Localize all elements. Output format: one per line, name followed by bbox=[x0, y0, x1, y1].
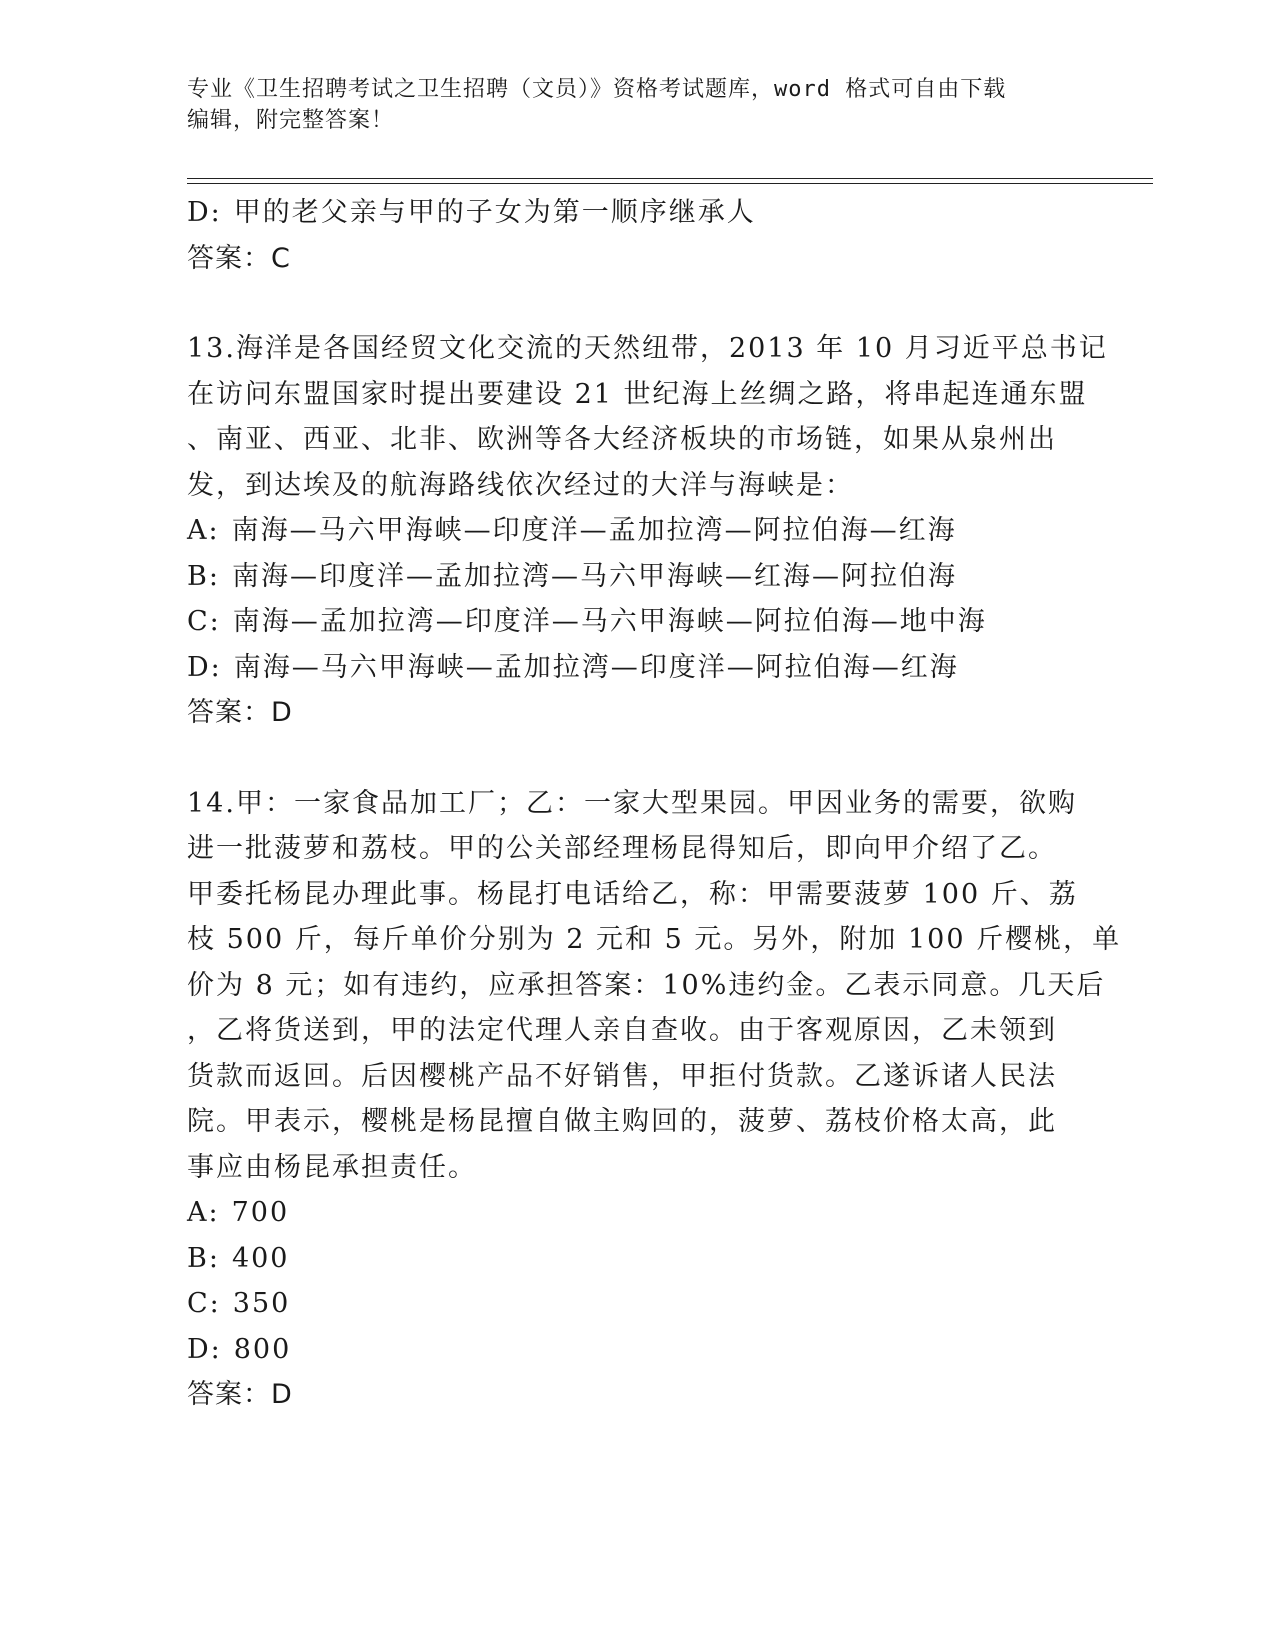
question-14-option-b: B: 400 bbox=[187, 1242, 290, 1274]
question-14 bbox=[187, 781, 1122, 1418]
question-14-option-a: A: 700 bbox=[187, 1197, 290, 1228]
question-13-option-d: D: 南海—马六甲海峡—孟加拉湾—印度洋—阿拉伯海—红海 bbox=[187, 651, 959, 683]
question-14-line: 货款而返回。后因樱桃产品不好销售，甲拒付货款。乙遂诉诸人民法 bbox=[187, 1060, 1057, 1092]
header-divider-top bbox=[187, 178, 1153, 179]
question-14-option-d: D: 800 bbox=[187, 1333, 292, 1365]
question-14-answer: 答案：D bbox=[187, 1379, 293, 1410]
question-14-line: 进一批菠萝和荔枝。甲的公关部经理杨昆得知后，即向甲介绍了乙。 bbox=[187, 833, 1057, 864]
question-14-line: 甲委托杨昆办理此事。杨昆打电话给乙，称：甲需要菠萝 100 斤、荔 bbox=[187, 878, 1078, 910]
document-header-note bbox=[187, 74, 1087, 136]
header-line-2: 编辑，附完整答案！ bbox=[187, 108, 395, 133]
question-14-line: 价为 8 元；如有违约，应承担答案：10%违约金。乙表示同意。几天后 bbox=[187, 969, 1106, 1001]
header-line-1: 专业《卫生招聘考试之卫生招聘（文员）》资格考试题库，word 格式可自由下载 bbox=[187, 77, 1007, 102]
question-14-line: 事应由杨昆承担责任。 bbox=[187, 1151, 477, 1183]
question-14-line: 枝 500 斤，每斤单价分别为 2 元和 5 元。另外，附加 100 斤樱桃，单 bbox=[187, 924, 1122, 955]
question-13-option-c: C: 南海—孟加拉湾—印度洋—马六甲海峡—阿拉伯海—地中海 bbox=[187, 606, 987, 637]
prev-question-option-d: D: 甲的老父亲与甲的子女为第一顺序继承人 bbox=[187, 197, 756, 228]
question-13-option-b: B: 南海—印度洋—孟加拉湾—马六甲海峡—红海—阿拉伯海 bbox=[187, 560, 957, 592]
question-14-line: ，乙将货送到，甲的法定代理人亲自查收。由于客观原因，乙未领到 bbox=[187, 1015, 1057, 1046]
question-13-line: 在访问东盟国家时提出要建设 21 世纪海上丝绸之路，将串起连通东盟 bbox=[187, 378, 1088, 410]
question-13-line: 13.海洋是各国经贸文化交流的天然纽带，2013 年 10 月习近平总书记 bbox=[187, 333, 1108, 364]
question-14-option-c: C: 350 bbox=[187, 1288, 291, 1319]
question-14-line: 14.甲：一家食品加工厂；乙：一家大型果园。甲因业务的需要，欲购 bbox=[187, 787, 1077, 819]
option-label: D: bbox=[187, 197, 222, 228]
question-13-answer: 答案：D bbox=[187, 697, 293, 728]
header-divider-bottom bbox=[187, 183, 1153, 184]
question-14-line: 院。甲表示，樱桃是杨昆擅自做主购回的，菠萝、荔枝价格太高，此 bbox=[187, 1106, 1057, 1137]
question-13-line: 、南亚、西亚、北非、欧洲等各大经济板块的市场链，如果从泉州出 bbox=[187, 424, 1057, 455]
question-13-line: 发，到达埃及的航海路线依次经过的大洋与海峡是： bbox=[187, 469, 854, 501]
question-13-option-a: A: 南海—马六甲海峡—印度洋—孟加拉湾—阿拉伯海—红海 bbox=[187, 515, 957, 546]
prev-question-answer: 答案：C bbox=[187, 242, 291, 274]
question-13 bbox=[187, 326, 1108, 736]
document-body bbox=[187, 190, 1122, 1418]
